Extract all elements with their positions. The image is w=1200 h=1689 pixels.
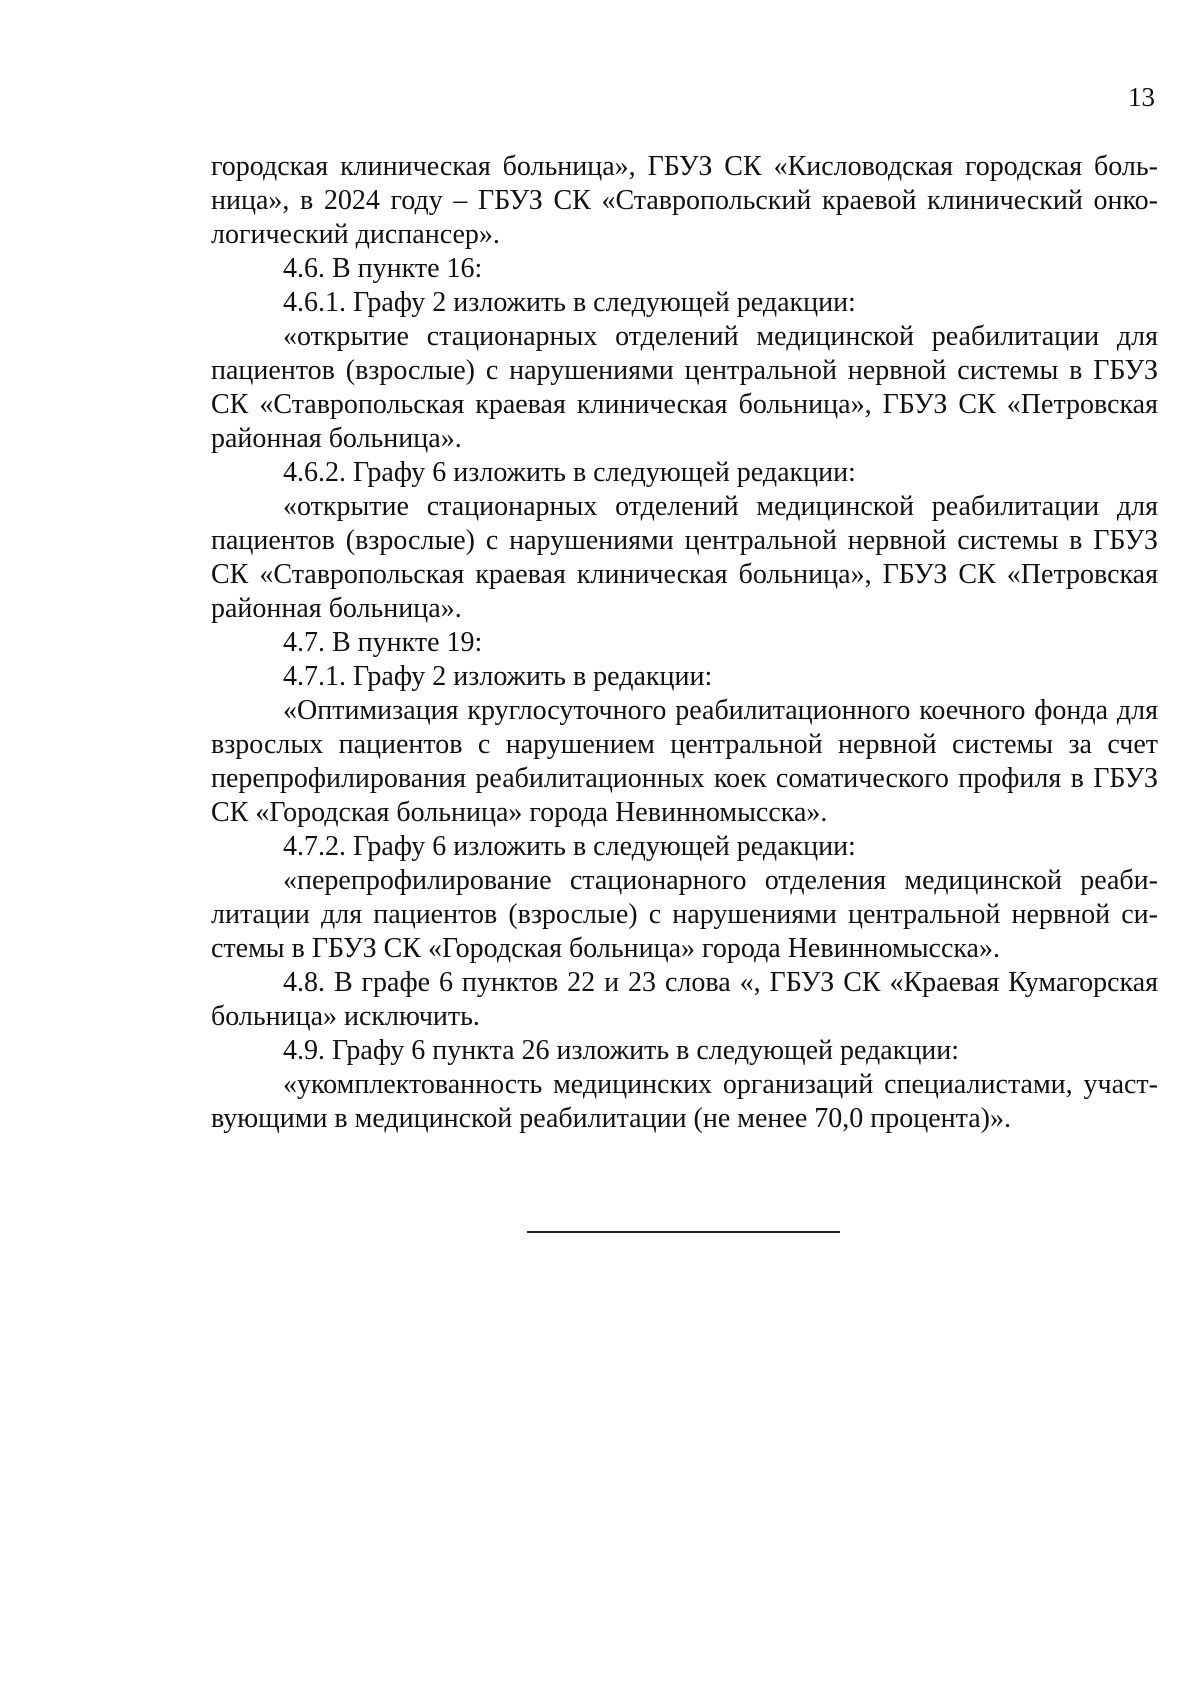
paragraph-11: «перепрофилирование стационарного отделения медицинской реабилитации для пациентов (взрослые) с нарушениями центральной нервной системы в ГБУЗ СК «Городская больница» города Невинномысска». [211,865,1158,964]
paragraph-2: 4.6. В пункте 16: [283,253,483,284]
page-number: 13 [1128,82,1155,112]
paragraph-14: «укомплектованность медицинских организаций специалистами, участвующими в медицинской реабилитации (не менее 70,0 процента)». [211,1069,1158,1134]
paragraph-5: 4.6.2. Графу 6 изложить в следующей редакции: [283,457,856,488]
paragraph-1: городская клиническая больница», ГБУЗ СК «Кисловодская городская больница», в 2024 году – ГБУЗ СК «Ставропольский краевой клинический онкологический диспансер». [211,151,1158,250]
paragraph-8: 4.7.1. Графу 2 изложить в редакции: [283,661,713,692]
paragraph-7: 4.7. В пункте 19: [283,627,483,658]
paragraph-9: «Оптимизация круглосуточного реабилитационного коечного фонда для взрослых пациентов с нарушением центральной нервной системы за счет перепрофилирования реабилитационных коек соматического профиля в ГБУЗ СК «Городская больница» города Невинномысска». [211,695,1158,828]
paragraph-3: 4.6.1. Графу 2 изложить в следующей редакции: [283,287,856,318]
paragraph-13: 4.9. Графу 6 пункта 26 изложить в следующей редакции: [283,1035,960,1066]
paragraph-12: 4.8. В графе 6 пунктов 22 и 23 слова «, ГБУЗ СК «Краевая Кумагорская больница» исключить. [211,967,1158,1032]
paragraph-6: «открытие стационарных отделений медицинской реабилитации для пациентов (взрослые) с нарушениями центральной нервной системы в ГБУЗ СК «Ставропольская краевая клиническая больница», ГБУЗ СК «Петровская районная больница». [211,491,1158,624]
end-separator-line [527,1231,840,1233]
paragraph-10: 4.7.2. Графу 6 изложить в следующей редакции: [283,831,856,862]
document-body [211,150,1158,1136]
paragraph-4: «открытие стационарных отделений медицинской реабилитации для пациентов (взрослые) с нарушениями центральной нервной системы в ГБУЗ СК «Ставропольская краевая клиническая больница», ГБУЗ СК «Петровская районная больница». [211,321,1158,454]
